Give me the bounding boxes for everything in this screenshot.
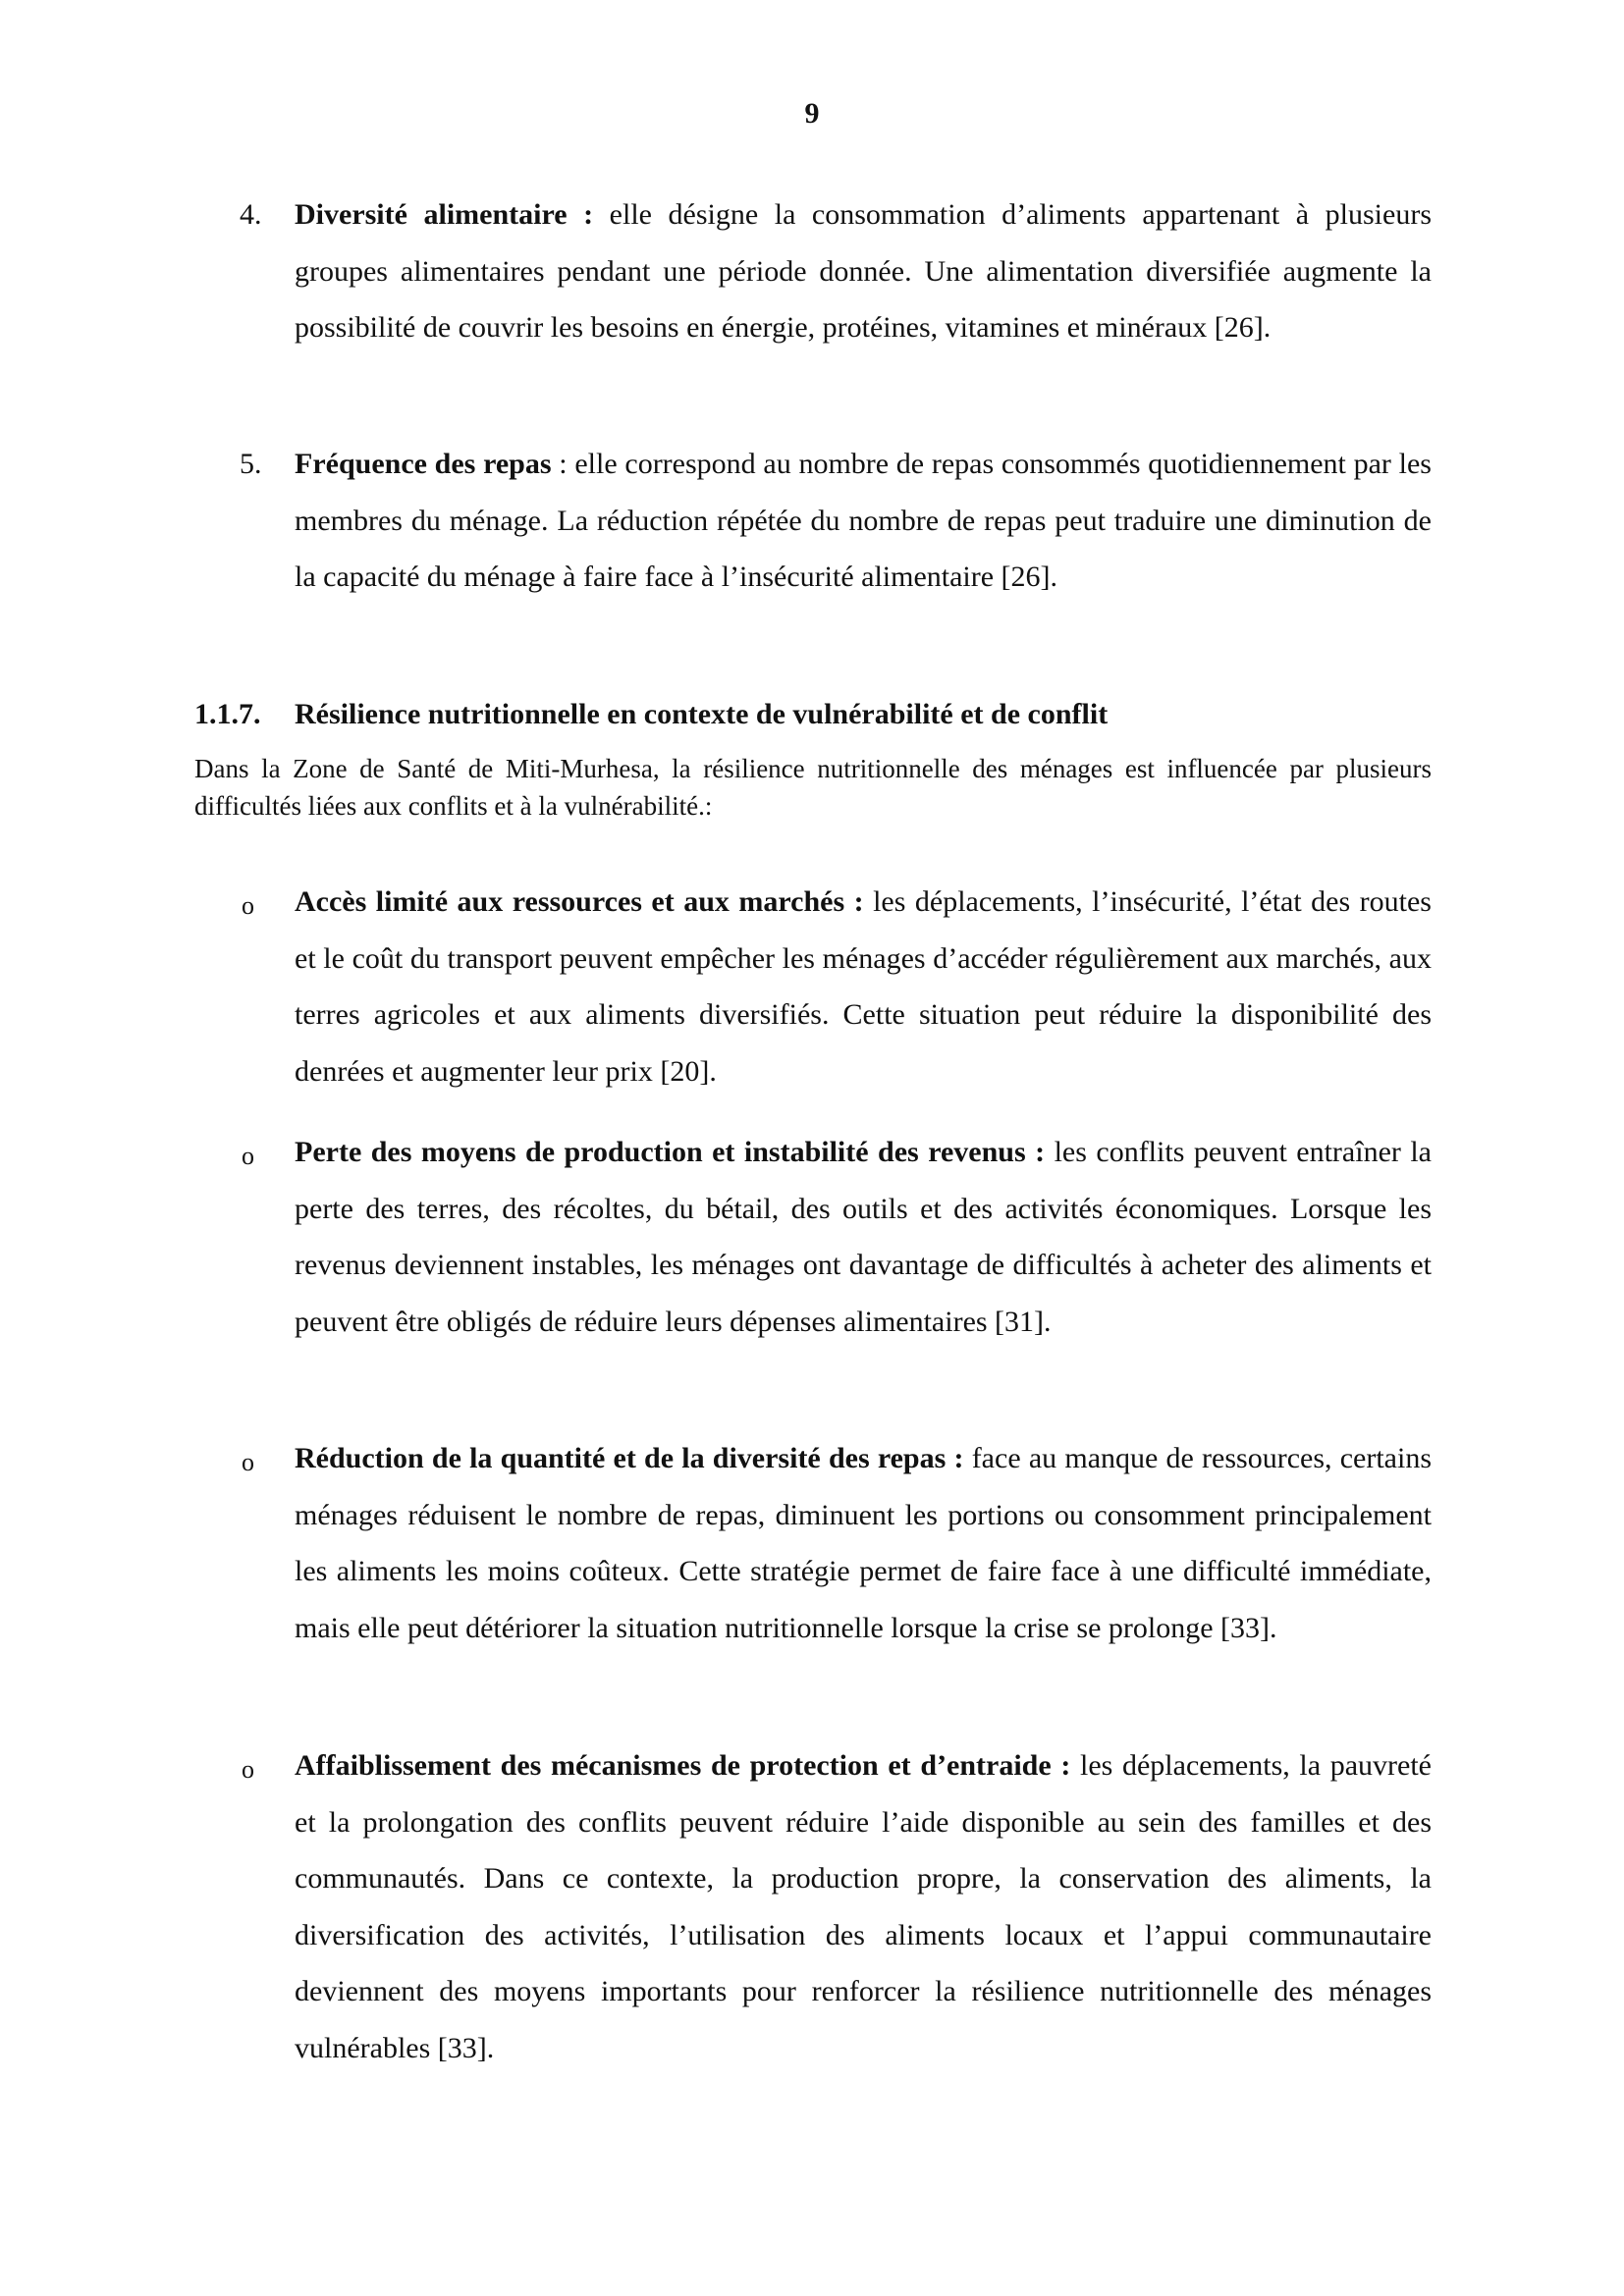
section-number: 1.1.7. bbox=[194, 698, 261, 730]
bullet-paragraph bbox=[295, 1430, 1432, 1656]
bullet-marker: o bbox=[242, 1448, 254, 1476]
bullet-marker: o bbox=[242, 891, 254, 920]
bullet-marker: o bbox=[242, 1142, 254, 1170]
item-term: Fréquence des repas bbox=[295, 448, 552, 480]
bullet-text: les conflits peuvent entraîner la perte des terres, des récoltes, du bétail, des outils et des activités économiques. Lorsque les revenus deviennent instables, les ménages ont davantage de difficultés à acheter des aliments et peuvent être obligés de réduire leurs dépenses alimentaires [31]. bbox=[295, 1136, 1432, 1338]
bullet-lead: Perte des moyens de production et instabilité des revenus : bbox=[295, 1136, 1046, 1168]
item-definition: : elle correspond au nombre de repas consommés quotidiennement par les membres du ménage. La réduction répétée du nombre de repas peut traduire une diminution de la capacité du ménage à faire face à l’insécurité alimentaire [26]. bbox=[295, 448, 1432, 593]
bullet-lead: Réduction de la quantité et de la diversité des repas : bbox=[295, 1442, 964, 1474]
item-definition: elle désigne la consommation d’aliments appartenant à plusieurs groupes alimentaires pendant une période donnée. Une alimentation diversifiée augmente la possibilité de couvrir les besoins en énergie, protéines, vitamines et minéraux [26]. bbox=[295, 198, 1432, 344]
item-number: 5. bbox=[240, 448, 262, 480]
item-paragraph bbox=[295, 436, 1432, 606]
section-intro: Dans la Zone de Santé de Miti-Murhesa, la résilience nutritionnelle des ménages est influencée par plusieurs difficultés liées aux conflits et à la vulnérabilité.: bbox=[194, 754, 1432, 821]
bullet-lead: Accès limité aux ressources et aux marchés : bbox=[295, 885, 864, 918]
bullet-paragraph bbox=[295, 1124, 1432, 1350]
section-title: Résilience nutritionnelle en contexte de vulnérabilité et de conflit bbox=[295, 698, 1109, 730]
bullet-marker: o bbox=[242, 1755, 254, 1784]
bullet-lead: Affaiblissement des mécanismes de protection et d’entraide : bbox=[295, 1749, 1071, 1782]
bullet-paragraph bbox=[295, 874, 1432, 1099]
bullet-text: les déplacements, l’insécurité, l’état des routes et le coût du transport peuvent empêcher les ménages d’accéder régulièrement aux marchés, aux terres agricoles et aux aliments diversifiés. Cette situation peut réduire la disponibilité des denrées et augmenter leur prix [20]. bbox=[295, 885, 1432, 1088]
bullet-text: face au manque de ressources, certains ménages réduisent le nombre de repas, diminuent les portions ou consomment principalement les aliments les moins coûteux. Cette stratégie permet de faire face à une difficulté immédiate, mais elle peut détériorer la situation nutritionnelle lorsque la crise se prolonge [33]. bbox=[295, 1442, 1432, 1644]
bullet-text: les déplacements, la pauvreté et la prolongation des conflits peuvent réduire l’aide disponible au sein des familles et des communautés. Dans ce contexte, la production propre, la conservation des aliments, la diversification des activités, l’utilisation des aliments locaux et l’appui communautaire deviennent des moyens importants pour renforcer la résilience nutritionnelle des ménages vulnérables [33]. bbox=[295, 1749, 1432, 2064]
item-paragraph bbox=[295, 187, 1432, 356]
page-number: 9 bbox=[804, 97, 820, 130]
item-term: Diversité alimentaire : bbox=[295, 198, 594, 231]
bullet-paragraph bbox=[295, 1737, 1432, 2076]
item-number: 4. bbox=[240, 198, 262, 231]
section-heading bbox=[194, 695, 1108, 734]
